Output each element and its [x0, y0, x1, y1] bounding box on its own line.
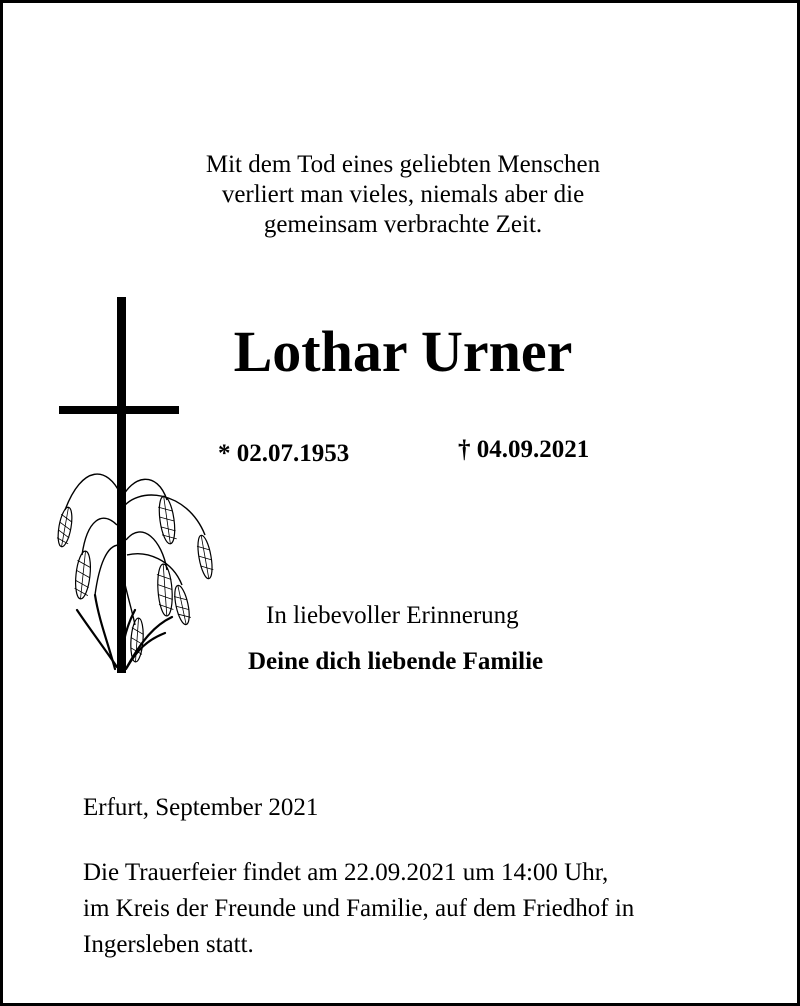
memorial-quote: [3, 150, 800, 240]
quote-line: gemeinsam verbrachte Zeit.: [263, 211, 543, 238]
memory-line: In liebevoller Erinnerung: [266, 602, 519, 629]
notice-line: Ingersleben statt.: [83, 931, 254, 958]
death-date: † 04.09.2021: [458, 436, 590, 463]
notice-line: Die Trauerfeier findet am 22.09.2021 um 14:00 Uhr,: [83, 859, 609, 886]
quote-line: Mit dem Tod eines geliebten Menschen: [205, 151, 601, 178]
deceased-name: Lothar Urner: [233, 319, 573, 384]
notice-line: im Kreis der Freunde und Familie, auf dem Friedhof in: [83, 895, 635, 922]
birth-date: * 02.07.1953: [218, 440, 350, 467]
funeral-notice: [83, 855, 634, 963]
family-signature: Deine dich liebende Familie: [248, 648, 544, 675]
quote-line: verliert man vieles, niemals aber die: [221, 181, 585, 208]
place-date: Erfurt, September 2021: [83, 794, 319, 821]
